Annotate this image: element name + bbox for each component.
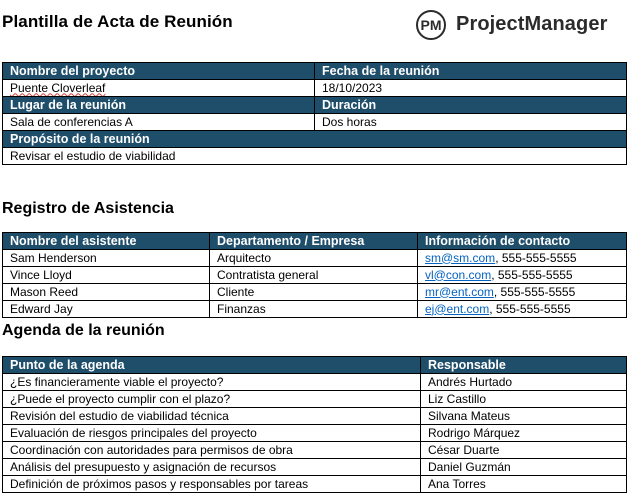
document-title: Plantilla de Acta de Reunión <box>2 12 233 31</box>
location-label: Lugar de la reunión <box>3 97 315 114</box>
duration-label: Duración <box>315 97 627 114</box>
owner-header: Responsable <box>421 357 627 374</box>
table-row <box>3 267 627 284</box>
projectmanager-logo <box>416 9 616 47</box>
department-header: Departamento / Empresa <box>210 233 418 250</box>
project-name-text: Puente Cloverleaf <box>10 80 106 95</box>
logo-wordmark: ProjectManager <box>456 13 608 35</box>
agenda-item[interactable]: Revisión del estudio de viabilidad técnica <box>3 408 421 425</box>
phone-text: , 555-555-5555 <box>493 284 576 299</box>
agenda-item[interactable]: Evaluación de riesgos principales del proyecto <box>3 425 421 442</box>
attendee-contact[interactable] <box>418 284 627 301</box>
attendee-name[interactable]: Sam Henderson <box>3 250 210 267</box>
attendee-department[interactable]: Cliente <box>210 284 418 301</box>
purpose-label: Propósito de la reunión <box>3 131 627 148</box>
table-row <box>3 442 627 459</box>
table-row <box>3 425 627 442</box>
project-name-label: Nombre del proyecto <box>3 63 315 80</box>
attendee-name[interactable]: Edward Jay <box>3 301 210 318</box>
contact-header: Información de contacto <box>418 233 627 250</box>
agenda-owner[interactable]: Silvana Mateus <box>421 408 627 425</box>
location-value[interactable]: Sala de conferencias A <box>3 114 315 131</box>
attendee-contact[interactable] <box>418 250 627 267</box>
attendee-department[interactable]: Contratista general <box>210 267 418 284</box>
purpose-value[interactable]: Revisar el estudio de viabilidad <box>3 148 627 165</box>
attendee-name-header: Nombre del asistente <box>3 233 210 250</box>
agenda-title: Agenda de la reunión <box>2 322 165 339</box>
agenda-item[interactable]: ¿Puede el proyecto cumplir con el plazo? <box>3 391 421 408</box>
email-link[interactable]: sm@sm.com <box>425 250 496 265</box>
table-row <box>3 476 627 493</box>
attendee-contact[interactable] <box>418 301 627 318</box>
table-row <box>3 250 627 267</box>
meeting-info-table <box>2 62 627 165</box>
meeting-date-label: Fecha de la reunión <box>315 63 627 80</box>
agenda-item[interactable]: Definición de próximos pasos y responsables por tareas <box>3 476 421 493</box>
agenda-owner[interactable]: Rodrigo Márquez <box>421 425 627 442</box>
meeting-date-value[interactable]: 18/10/2023 <box>315 80 627 97</box>
project-name-value[interactable] <box>3 80 315 97</box>
attendee-department[interactable]: Finanzas <box>210 301 418 318</box>
phone-text: , 555-555-5555 <box>489 301 571 316</box>
agenda-owner[interactable]: Liz Castillo <box>421 391 627 408</box>
attendee-contact[interactable] <box>418 267 627 284</box>
agenda-owner[interactable]: César Duarte <box>421 442 627 459</box>
phone-text: , 555-555-5555 <box>491 267 573 282</box>
agenda-item[interactable]: Coordinación con autoridades para permisos de obra <box>3 442 421 459</box>
table-row <box>3 459 627 476</box>
attendee-name[interactable]: Mason Reed <box>3 284 210 301</box>
table-row <box>3 301 627 318</box>
email-link[interactable]: vl@con.com <box>425 267 492 282</box>
phone-text: , 555-555-5555 <box>495 250 577 265</box>
agenda-table <box>2 356 627 493</box>
attendee-department[interactable]: Arquitecto <box>210 250 418 267</box>
table-row <box>3 374 627 391</box>
agenda-item[interactable]: Análisis del presupuesto y asignación de recursos <box>3 459 421 476</box>
agenda-owner[interactable]: Andrés Hurtado <box>421 374 627 391</box>
pm-logo-icon: PM <box>416 10 446 40</box>
table-row <box>3 408 627 425</box>
table-row <box>3 284 627 301</box>
email-link[interactable]: ej@ent.com <box>425 301 490 316</box>
attendance-table <box>2 232 627 318</box>
agenda-item[interactable]: ¿Es financieramente viable el proyecto? <box>3 374 421 391</box>
attendance-title: Registro de Asistencia <box>2 200 174 217</box>
attendee-name[interactable]: Vince Lloyd <box>3 267 210 284</box>
email-link[interactable]: mr@ent.com <box>425 284 494 299</box>
agenda-item-header: Punto de la agenda <box>3 357 421 374</box>
agenda-owner[interactable]: Ana Torres <box>421 476 627 493</box>
duration-value[interactable]: Dos horas <box>315 114 627 131</box>
agenda-owner[interactable]: Daniel Guzmán <box>421 459 627 476</box>
table-row <box>3 391 627 408</box>
